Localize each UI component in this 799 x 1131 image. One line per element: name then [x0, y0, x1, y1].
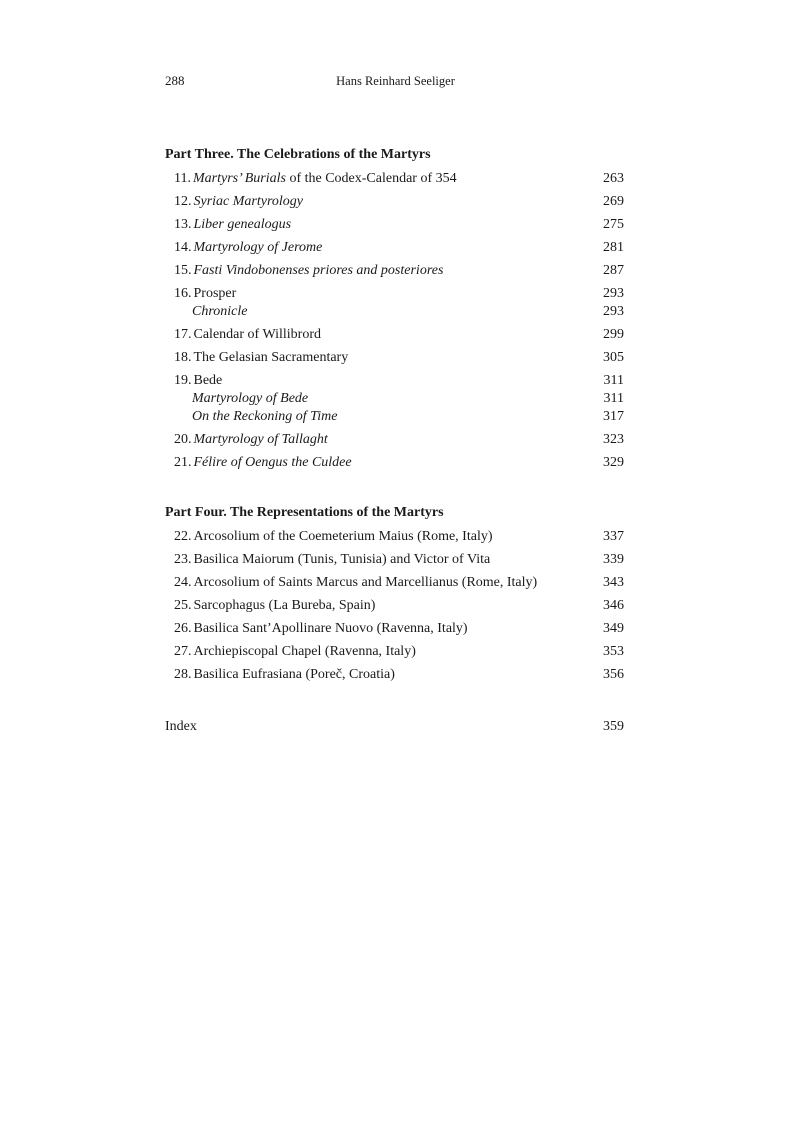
toc-subentry[interactable]: [192, 390, 624, 408]
toc-entry[interactable]: [174, 326, 624, 344]
entry-number: 14.: [174, 240, 192, 255]
toc-subentry[interactable]: [192, 303, 624, 321]
entry-title: [194, 217, 292, 232]
toc-entry[interactable]: [174, 170, 624, 188]
entry-page: 263: [603, 171, 624, 186]
entry-page: 311: [603, 373, 624, 388]
entry-page: 329: [603, 455, 624, 470]
entry-number: 18.: [174, 350, 192, 365]
entry-title-segment: Prosper: [193, 286, 237, 301]
entry-page: 281: [603, 240, 624, 255]
entry-number: 13.: [174, 217, 192, 232]
toc-entry[interactable]: [174, 454, 624, 472]
part-heading: Part Four. The Representations of the Martyrs: [165, 505, 444, 520]
toc-entry[interactable]: [174, 666, 624, 684]
entry-number: 21.: [174, 455, 192, 470]
entry-page: 323: [603, 432, 624, 447]
entry-title: [194, 286, 237, 301]
entry-title-segment: Arcosolium of the Coemeterium Maius (Rome, Italy): [193, 529, 493, 544]
entry-title: [194, 263, 444, 278]
entry-number: 19.: [174, 373, 192, 388]
subentry-title: Chronicle: [192, 304, 248, 319]
entry-number: 28.: [174, 667, 192, 682]
toc-index-entry[interactable]: [165, 718, 624, 736]
toc-entry[interactable]: [174, 262, 624, 280]
running-head-wrap: [0, 72, 799, 90]
entry-title-segment: Syriac Martyrology: [193, 194, 304, 209]
entry-number: 23.: [174, 552, 192, 567]
index-page: 359: [603, 719, 624, 734]
entry-title-segment: Archiepiscopal Chapel (Ravenna, Italy): [193, 644, 416, 659]
subentry-page: 311: [603, 391, 624, 406]
entry-number: 25.: [174, 598, 192, 613]
toc-entry[interactable]: [174, 551, 624, 569]
entry-number: 20.: [174, 432, 192, 447]
toc-entry[interactable]: [174, 528, 624, 546]
index-label: Index: [165, 719, 197, 734]
entry-title-segment: Basilica Sant’Apollinare Nuovo (Ravenna, Italy): [193, 621, 468, 636]
toc-entry[interactable]: [174, 239, 624, 257]
entry-number: 15.: [174, 263, 192, 278]
entry-title-segment: Liber genealogus: [193, 217, 292, 232]
entry-title-segment: Martyrs’ Burials: [192, 171, 286, 186]
toc-entry[interactable]: [174, 285, 624, 303]
entry-title: [194, 373, 223, 388]
entry-title: [194, 455, 352, 470]
entry-page: 346: [603, 598, 624, 613]
entry-page: 287: [603, 263, 624, 278]
subentry-title: Martyrology of Bede: [192, 391, 309, 406]
toc-entry[interactable]: [174, 216, 624, 234]
entry-page: 299: [603, 327, 624, 342]
toc-entry[interactable]: [174, 643, 624, 661]
entry-title-segment: of the Codex-Calendar of 354: [285, 171, 457, 186]
entry-number: 24.: [174, 575, 192, 590]
entry-title: [194, 350, 349, 365]
entry-title: [194, 432, 328, 447]
entry-title: [194, 575, 538, 590]
entry-title: [194, 598, 376, 613]
entry-title-segment: Arcosolium of Saints Marcus and Marcellianus (Rome, Italy): [193, 575, 538, 590]
toc-entry[interactable]: [174, 431, 624, 449]
toc-entry[interactable]: [174, 574, 624, 592]
entry-page: 339: [603, 552, 624, 567]
entry-number: 16.: [174, 286, 192, 301]
entry-page: 353: [603, 644, 624, 659]
toc-entry[interactable]: [174, 193, 624, 211]
toc-entry[interactable]: [174, 372, 624, 390]
entry-title-segment: Félire of Oengus the Culdee: [193, 455, 352, 470]
entry-title-segment: Sarcophagus (La Bureba, Spain): [193, 598, 376, 613]
entry-page: 269: [603, 194, 624, 209]
toc-entry[interactable]: [174, 349, 624, 367]
subentry-page: 293: [603, 304, 624, 319]
entry-title: [194, 644, 416, 659]
entry-page: 305: [603, 350, 624, 365]
entry-number: 11.: [174, 171, 191, 186]
entry-title: [194, 529, 493, 544]
entry-page: 356: [603, 667, 624, 682]
entry-number: 22.: [174, 529, 192, 544]
subentry-title: On the Reckoning of Time: [192, 409, 338, 424]
entry-title-segment: Martyrology of Tallaght: [193, 432, 328, 447]
entry-page: 275: [603, 217, 624, 232]
toc-entry[interactable]: [174, 620, 624, 638]
entry-title-segment: Basilica Eufrasiana (Poreč, Croatia): [193, 667, 395, 682]
toc-subentry[interactable]: [192, 408, 624, 426]
entry-title: [194, 240, 323, 255]
entry-number: 12.: [174, 194, 192, 209]
running-head: Hans Reinhard Seeliger: [336, 74, 455, 88]
entry-page: 337: [603, 529, 624, 544]
page-number: 288: [165, 73, 185, 88]
entry-title-segment: Basilica Maiorum (Tunis, Tunisia) and Victor of Vita: [193, 552, 491, 567]
entry-title-segment: Fasti Vindobonenses priores and posteriores: [193, 263, 444, 278]
toc-entry[interactable]: [174, 597, 624, 615]
entry-page: 349: [603, 621, 624, 636]
entry-title-segment: Martyrology of Jerome: [193, 240, 323, 255]
entry-title-segment: Calendar of Willibrord: [193, 327, 321, 342]
entry-title-segment: The Gelasian Sacramentary: [193, 350, 349, 365]
subentry-page: 317: [603, 409, 624, 424]
entry-title-segment: Bede: [193, 373, 223, 388]
entry-page: 293: [603, 286, 624, 301]
entry-number: 17.: [174, 327, 192, 342]
entry-title: [194, 327, 321, 342]
entry-title: [194, 667, 395, 682]
entry-page: 343: [603, 575, 624, 590]
entry-title: [194, 621, 468, 636]
part-heading: Part Three. The Celebrations of the Martyrs: [165, 147, 431, 162]
entry-title: [194, 194, 304, 209]
entry-title: [194, 552, 491, 567]
entry-number: 26.: [174, 621, 192, 636]
entry-number: 27.: [174, 644, 192, 659]
entry-title: [193, 171, 457, 186]
